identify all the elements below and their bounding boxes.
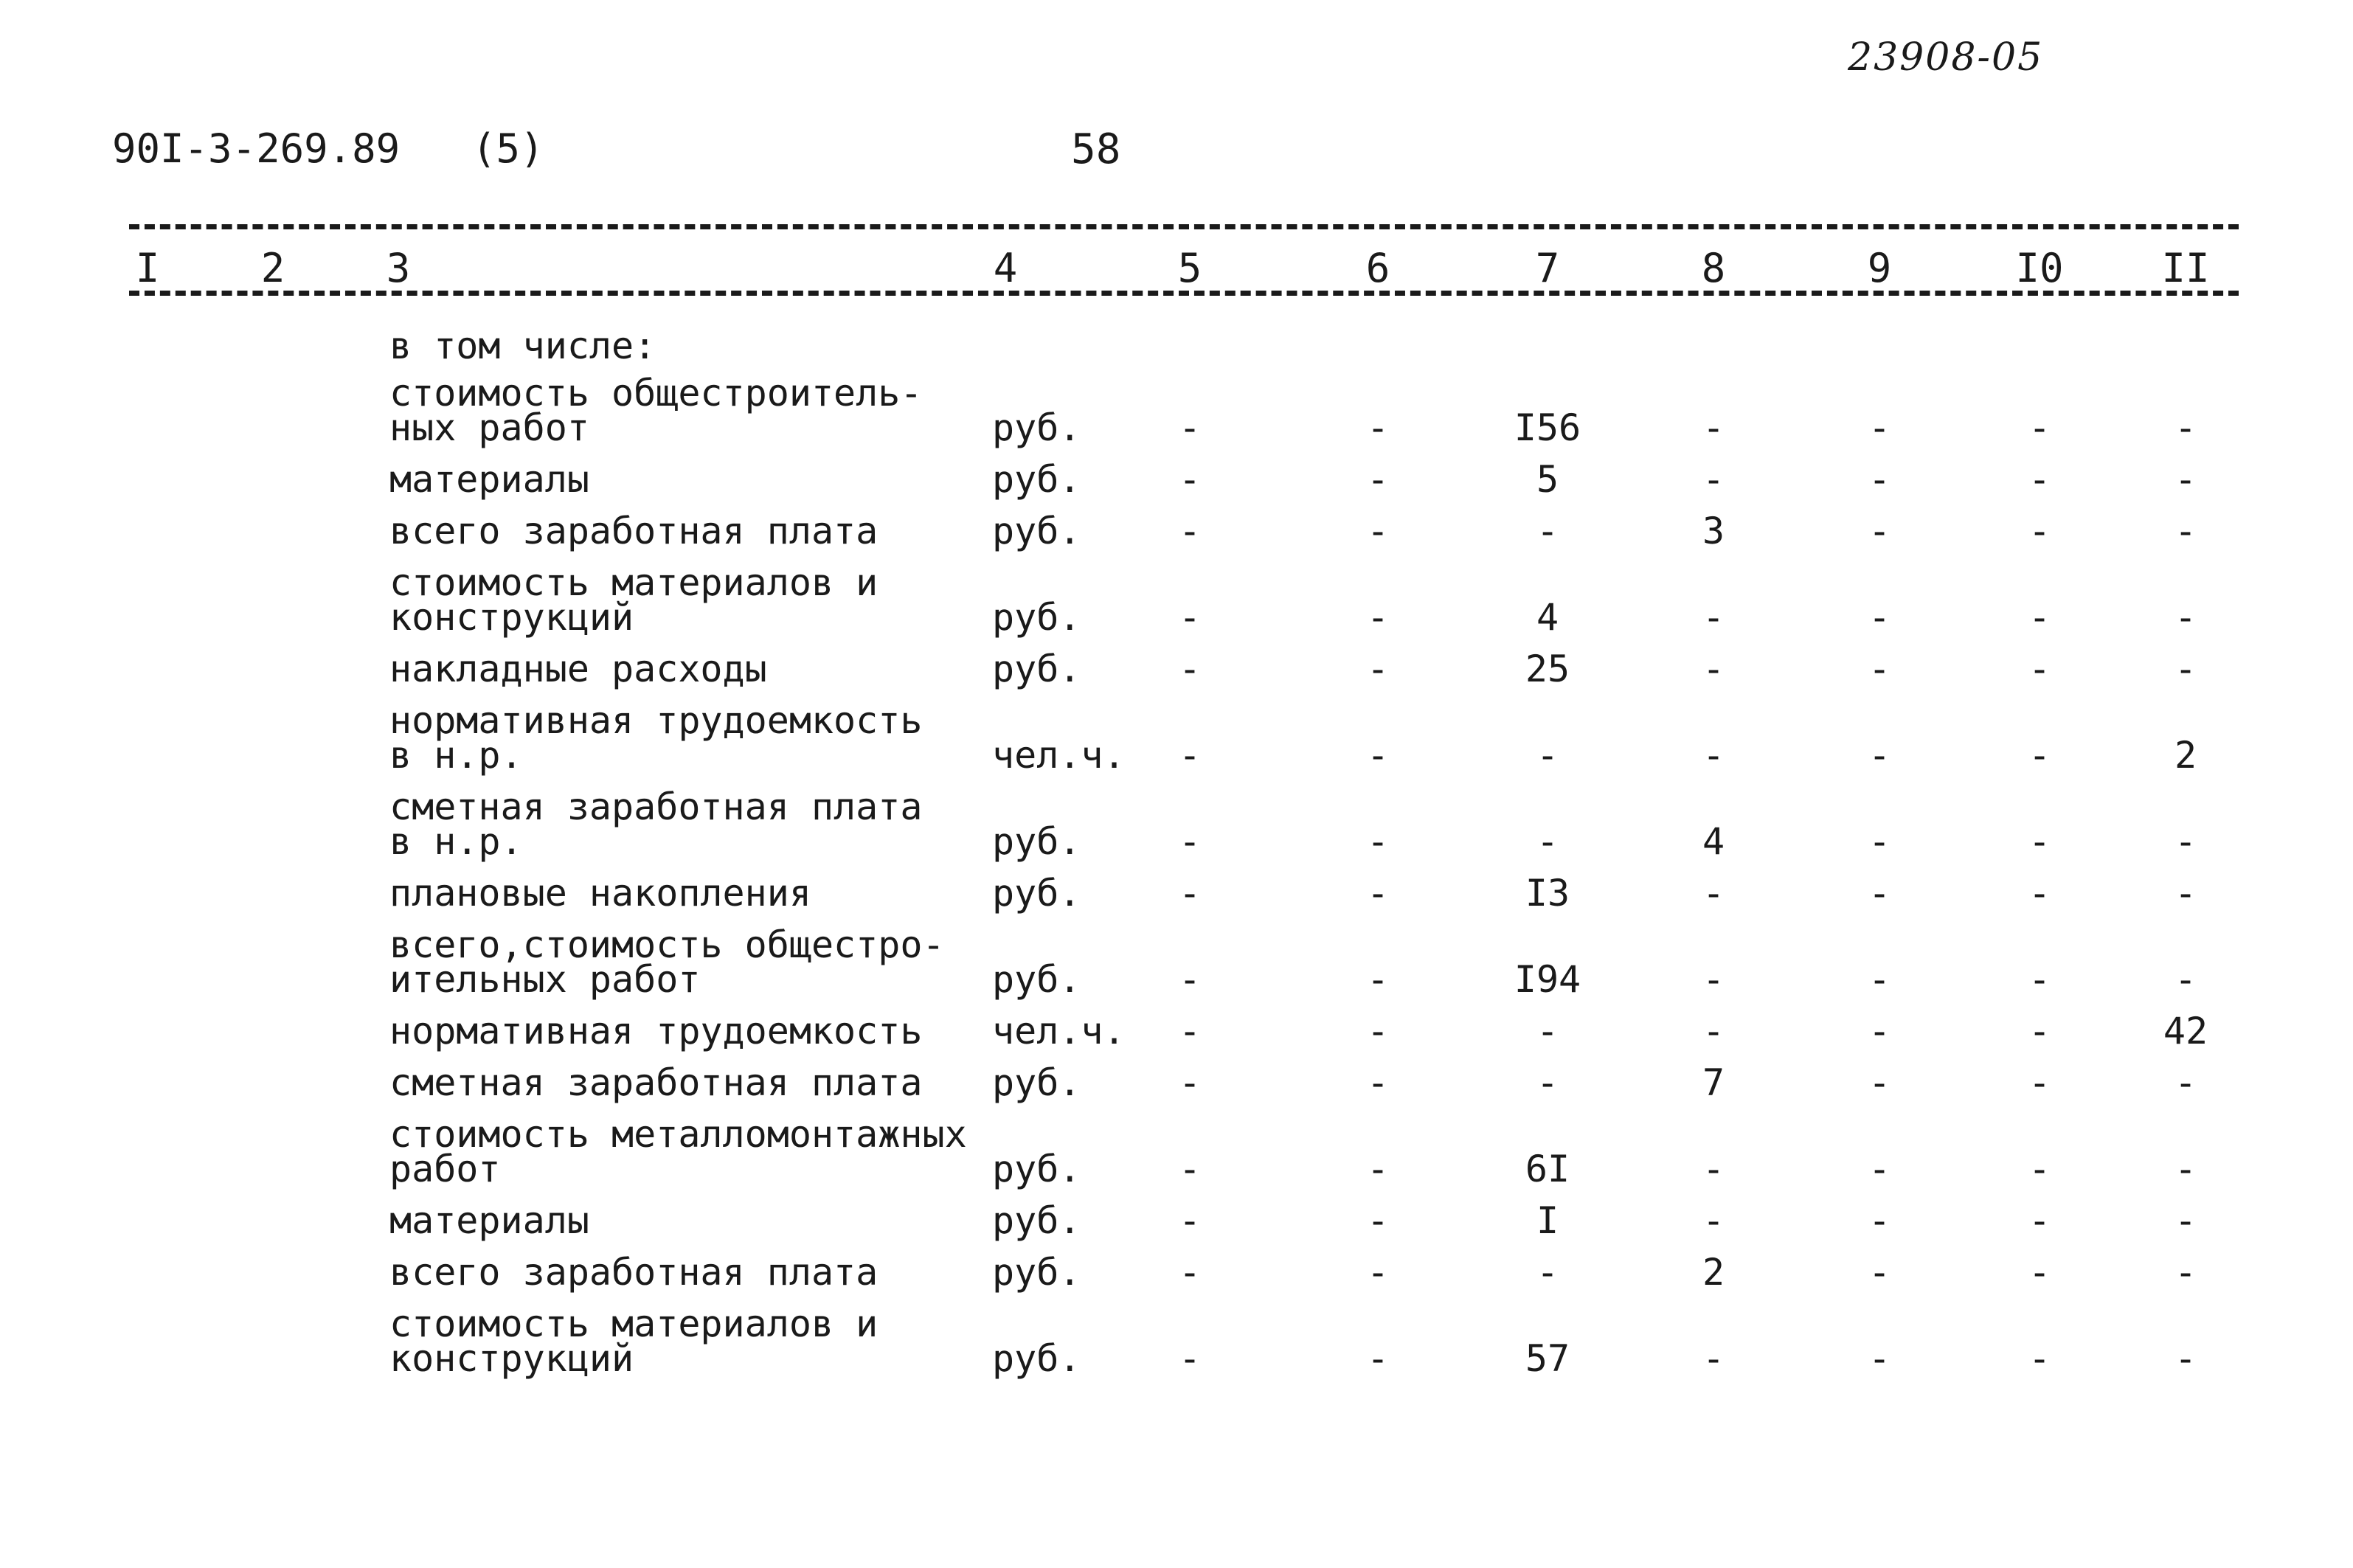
row-unit: руб.	[992, 820, 1081, 863]
row-name: всего заработная плата	[389, 1251, 879, 1294]
cell-col-9: -	[1868, 1337, 1891, 1380]
cell-col-7: -	[1536, 1061, 1559, 1104]
page-number: 58	[1071, 125, 1121, 173]
row-name: всего заработная плата	[389, 510, 879, 552]
table-header-rule	[129, 291, 2239, 296]
row-name: всего,стоимость общестро- ительных работ	[389, 923, 945, 1001]
row-unit: руб.	[992, 1199, 1081, 1242]
document-stamp: 23908-05	[1848, 35, 2044, 80]
row-name: сметная заработная плата в н.р.	[389, 785, 923, 863]
row-name: нормативная трудоемкость	[389, 1010, 923, 1052]
column-number-3: 3	[386, 245, 411, 291]
cell-col-7: -	[1536, 510, 1559, 552]
cell-col-10: -	[2028, 734, 2051, 777]
cell-col-5: -	[1178, 820, 1202, 863]
cell-col-11: -	[2174, 458, 2197, 501]
column-number-9: 9	[1867, 245, 1892, 291]
cell-col-5: -	[1178, 648, 1202, 690]
cell-col-11: -	[2174, 406, 2197, 449]
cell-col-8: -	[1702, 958, 1725, 1001]
row-unit: руб.	[992, 1251, 1081, 1294]
cell-col-9: -	[1868, 406, 1891, 449]
cell-col-6: -	[1366, 648, 1390, 690]
column-number-6: 6	[1365, 245, 1390, 291]
cell-col-6: -	[1366, 458, 1390, 501]
cell-col-7: 4	[1536, 596, 1559, 639]
cell-col-10: -	[2028, 1148, 2051, 1190]
cell-col-7: I3	[1525, 872, 1570, 915]
cell-col-8: 4	[1702, 820, 1725, 863]
sheet-number: (5)	[472, 125, 544, 172]
cell-col-7: -	[1536, 820, 1559, 863]
column-number-10: I0	[2015, 245, 2064, 291]
row-name: нормативная трудоемкость в н.р.	[389, 699, 923, 777]
cell-col-10: -	[2028, 596, 2051, 639]
cell-col-6: -	[1366, 734, 1390, 777]
row-unit: руб.	[992, 1337, 1081, 1380]
cell-col-8: -	[1702, 872, 1725, 915]
cell-col-8: -	[1702, 458, 1725, 501]
cell-col-9: -	[1868, 1148, 1891, 1190]
cell-col-7: I94	[1514, 958, 1581, 1001]
cell-col-5: -	[1178, 1148, 1202, 1190]
section-label: в том числе:	[389, 325, 656, 367]
cell-col-6: -	[1366, 596, 1390, 639]
cell-col-8: -	[1702, 406, 1725, 449]
cell-col-6: -	[1366, 1199, 1390, 1242]
cell-col-10: -	[2028, 820, 2051, 863]
column-number-8: 8	[1701, 245, 1726, 291]
cell-col-6: -	[1366, 1148, 1390, 1190]
cell-col-5: -	[1178, 1199, 1202, 1242]
cell-col-7: 57	[1525, 1337, 1570, 1380]
column-number-7: 7	[1535, 245, 1560, 291]
cell-col-11: -	[2174, 872, 2197, 915]
cell-col-8: -	[1702, 648, 1725, 690]
cell-col-5: -	[1178, 1251, 1202, 1294]
cell-col-10: -	[2028, 958, 2051, 1001]
cell-col-11: -	[2174, 820, 2197, 863]
cell-col-7: -	[1536, 1251, 1559, 1294]
cell-col-6: -	[1366, 1251, 1390, 1294]
cell-col-11: -	[2174, 1148, 2197, 1190]
cell-col-11: -	[2174, 510, 2197, 552]
cell-col-8: 7	[1702, 1061, 1725, 1104]
cell-col-11: -	[2174, 596, 2197, 639]
cell-col-7: I	[1536, 1199, 1559, 1242]
cell-col-5: -	[1178, 872, 1202, 915]
cell-col-6: -	[1366, 1010, 1390, 1052]
cell-col-8: -	[1702, 1010, 1725, 1052]
row-unit: руб.	[992, 958, 1081, 1001]
cell-col-10: -	[2028, 510, 2051, 552]
cell-col-7: I56	[1514, 406, 1581, 449]
cell-col-11: -	[2174, 1199, 2197, 1242]
cell-col-9: -	[1868, 958, 1891, 1001]
row-unit: чел.ч.	[992, 1010, 1126, 1052]
table-top-rule	[129, 224, 2239, 229]
cell-col-9: -	[1868, 1061, 1891, 1104]
row-name: плановые накопления	[389, 872, 811, 915]
cell-col-7: -	[1536, 734, 1559, 777]
cell-col-5: -	[1178, 510, 1202, 552]
cell-col-11: -	[2174, 648, 2197, 690]
row-unit: руб.	[992, 1148, 1081, 1190]
cell-col-9: -	[1868, 734, 1891, 777]
column-number-1: I	[135, 245, 160, 291]
cell-col-11: 2	[2174, 734, 2197, 777]
row-unit: руб.	[992, 596, 1081, 639]
row-name: накладные расходы	[389, 648, 767, 690]
cell-col-9: -	[1868, 820, 1891, 863]
cell-col-5: -	[1178, 958, 1202, 1001]
cell-col-10: -	[2028, 1337, 2051, 1380]
row-name: сметная заработная плата	[389, 1061, 923, 1104]
row-name: материалы	[389, 1199, 589, 1242]
cell-col-6: -	[1366, 406, 1390, 449]
cell-col-5: -	[1178, 1337, 1202, 1380]
cell-col-10: -	[2028, 1061, 2051, 1104]
column-number-2: 2	[260, 245, 285, 291]
cell-col-8: -	[1702, 1199, 1725, 1242]
column-number-5: 5	[1177, 245, 1202, 291]
row-unit: руб.	[992, 1061, 1081, 1104]
cell-col-5: -	[1178, 458, 1202, 501]
cell-col-5: -	[1178, 1061, 1202, 1104]
row-name: стоимость материалов и конструкций	[389, 1302, 879, 1380]
cell-col-7: 25	[1525, 648, 1570, 690]
cell-col-6: -	[1366, 510, 1390, 552]
cell-col-9: -	[1868, 510, 1891, 552]
cell-col-10: -	[2028, 458, 2051, 501]
row-name: стоимость общестроитель- ных работ	[389, 372, 923, 449]
cell-col-7: 6I	[1525, 1148, 1570, 1190]
cell-col-10: -	[2028, 406, 2051, 449]
document-code: 90I-3-269.89	[112, 125, 401, 172]
row-unit: руб.	[992, 872, 1081, 915]
cell-col-9: -	[1868, 872, 1891, 915]
cell-col-5: -	[1178, 596, 1202, 639]
column-number-11: II	[2161, 245, 2210, 291]
row-name: стоимость материалов и конструкций	[389, 561, 879, 639]
cell-col-8: -	[1702, 734, 1725, 777]
row-name: материалы	[389, 458, 589, 501]
cell-col-11: -	[2174, 1251, 2197, 1294]
cell-col-8: -	[1702, 596, 1725, 639]
cell-col-9: -	[1868, 1199, 1891, 1242]
cell-col-11: -	[2174, 1337, 2197, 1380]
cell-col-11: 42	[2163, 1010, 2208, 1052]
cell-col-9: -	[1868, 1251, 1891, 1294]
cell-col-8: -	[1702, 1148, 1725, 1190]
cell-col-11: -	[2174, 1061, 2197, 1104]
row-unit: руб.	[992, 458, 1081, 501]
cell-col-10: -	[2028, 1251, 2051, 1294]
cell-col-8: 3	[1702, 510, 1725, 552]
cell-col-8: -	[1702, 1337, 1725, 1380]
row-unit: руб.	[992, 648, 1081, 690]
cell-col-10: -	[2028, 648, 2051, 690]
cell-col-5: -	[1178, 734, 1202, 777]
cell-col-9: -	[1868, 458, 1891, 501]
row-unit: чел.ч.	[992, 734, 1126, 777]
row-unit: руб.	[992, 406, 1081, 449]
cell-col-6: -	[1366, 1061, 1390, 1104]
cell-col-10: -	[2028, 1010, 2051, 1052]
cell-col-7: 5	[1536, 458, 1559, 501]
cell-col-10: -	[2028, 872, 2051, 915]
cell-col-5: -	[1178, 1010, 1202, 1052]
cell-col-6: -	[1366, 820, 1390, 863]
cell-col-10: -	[2028, 1199, 2051, 1242]
cell-col-9: -	[1868, 1010, 1891, 1052]
row-unit: руб.	[992, 510, 1081, 552]
cell-col-6: -	[1366, 958, 1390, 1001]
column-number-4: 4	[993, 245, 1018, 291]
cell-col-9: -	[1868, 596, 1891, 639]
row-name: стоимость металломонтажных работ	[389, 1113, 967, 1190]
cell-col-6: -	[1366, 1337, 1390, 1380]
cell-col-8: 2	[1702, 1251, 1725, 1294]
cell-col-7: -	[1536, 1010, 1559, 1052]
cell-col-11: -	[2174, 958, 2197, 1001]
cell-col-9: -	[1868, 648, 1891, 690]
cell-col-6: -	[1366, 872, 1390, 915]
cell-col-5: -	[1178, 406, 1202, 449]
